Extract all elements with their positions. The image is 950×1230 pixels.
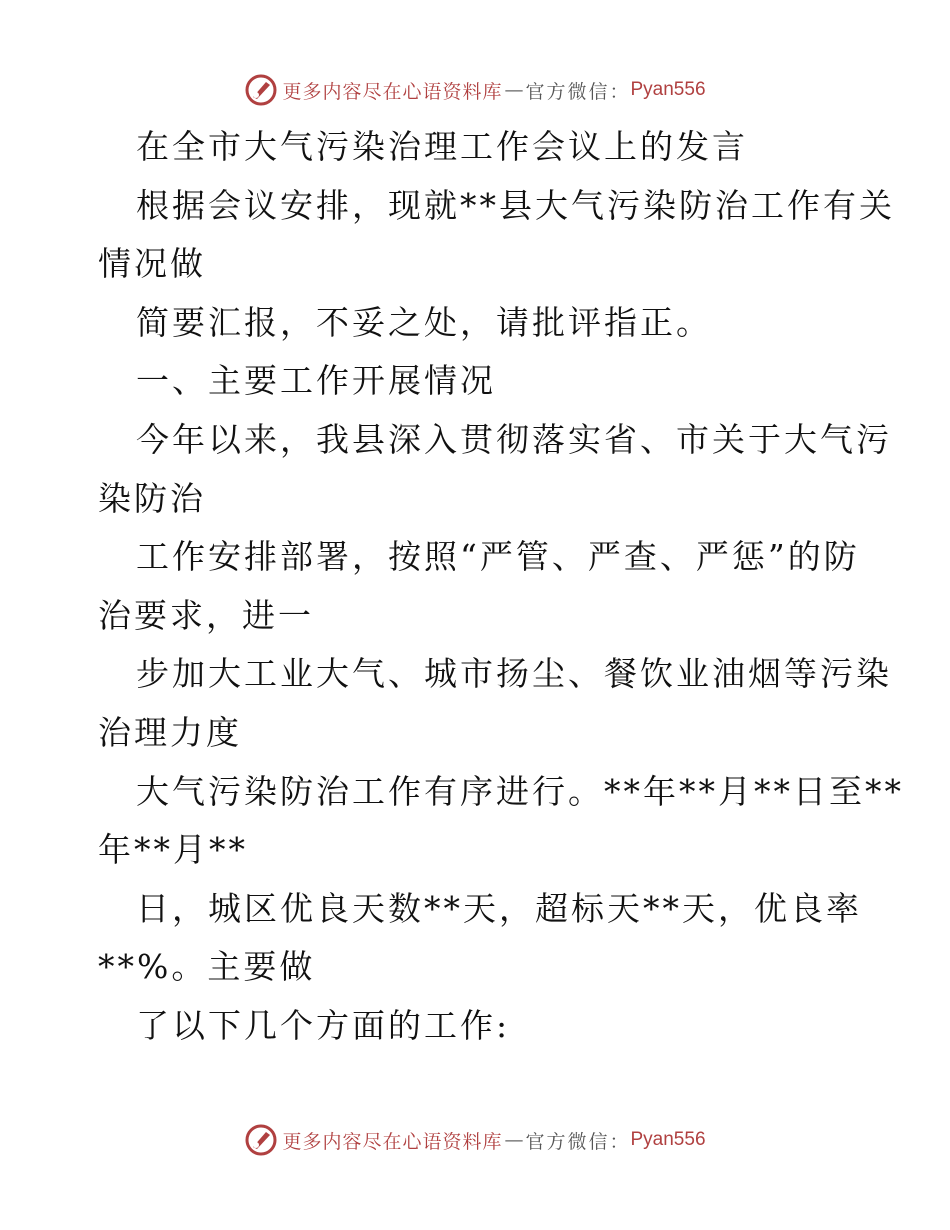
banner-separator: —	[504, 79, 524, 101]
logo-icon	[244, 73, 278, 107]
section-heading: 一、主要工作开展情况	[136, 361, 496, 401]
logo-icon	[244, 1123, 278, 1157]
footer-banner	[0, 1120, 950, 1160]
paragraph-line: 大气污染防治工作有序进行。**年**月**日至**	[136, 771, 904, 811]
banner-brand-text: 更多内容尽在心语资料库	[282, 1130, 503, 1153]
paragraph-line: 工作安排部署，按照“严管、严查、严惩”的防	[136, 537, 860, 577]
paragraph-line: 日，城区优良天数**天，超标天**天，优良率	[136, 888, 862, 928]
banner-wechat-id: Pyan556	[630, 79, 706, 100]
banner-wechat-id: Pyan556	[630, 1129, 706, 1150]
paragraph-line: **%。主要做	[98, 947, 316, 987]
paragraph-line: 今年以来，我县深入贯彻落实省、市关于大气污	[136, 419, 892, 459]
paragraph-line: 简要汇报，不妥之处，请批评指正。	[136, 302, 712, 342]
paragraph-line: 治理力度	[98, 712, 242, 752]
paragraph-line: 染防治	[98, 478, 206, 518]
paragraph-line: 步加大工业大气、城市扬尘、餐饮业油烟等污染	[136, 654, 892, 694]
header-banner	[0, 70, 950, 110]
banner-separator: —	[504, 1129, 524, 1151]
banner-official-label: 官方微信：	[525, 1130, 631, 1153]
paragraph-line: 治要求，进一	[98, 595, 314, 635]
banner-official-label: 官方微信：	[525, 80, 631, 103]
paragraph-line: 根据会议安排，现就**县大气污染防治工作有关	[136, 185, 895, 225]
banner-brand-text: 更多内容尽在心语资料库	[282, 80, 503, 103]
paragraph-line: 年**月**	[98, 830, 248, 870]
paragraph-line: 情况做	[98, 244, 206, 284]
document-title: 在全市大气污染治理工作会议上的发言	[136, 127, 748, 166]
document-body	[98, 118, 904, 1056]
paragraph-line: 了以下几个方面的工作:	[136, 1005, 511, 1045]
